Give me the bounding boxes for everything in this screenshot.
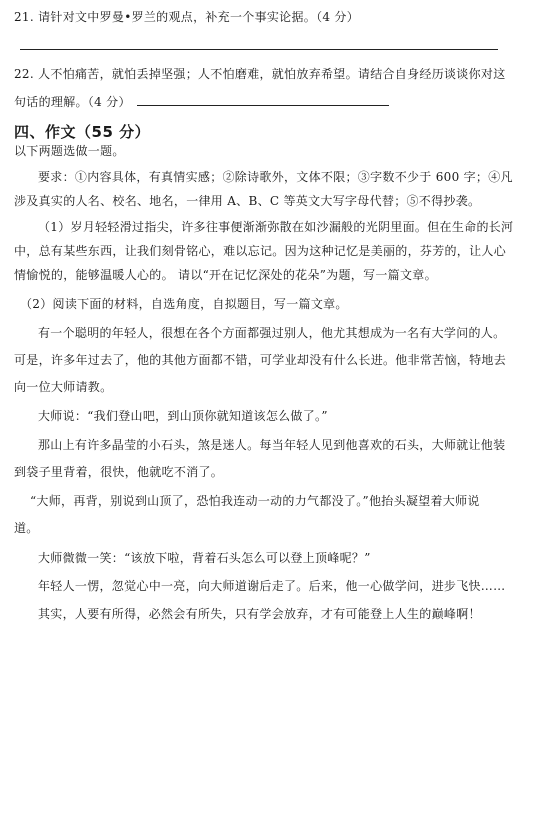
story-paragraph-1-line-2: 可是，许多年过去了，他的其他方面都不错，可学业却没有什么长进。他非常苦恼，特地去	[14, 353, 507, 367]
section-title: 四、作文（55 分）	[14, 123, 151, 141]
story-paragraph-4-line-1: “大师，再背，别说到山顶了，恐怕我连动一动的力气都没了。”他抬头凝望着大师说	[30, 494, 480, 508]
question-21-text: 21. 请针对文中罗曼•罗兰的观点，补充一个事实论据。（4 分）	[14, 10, 360, 24]
story-paragraph-3-line-1: 那山上有许多晶莹的小石头，煞是迷人。每当年轻人见到他喜欢的石头，大师就让他装	[38, 438, 506, 452]
question-22-line-1: 22. 人不怕痛苦，就怕丢掉坚强；人不怕磨难，就怕放弃希望。请结合自身经历谈谈你对这	[14, 67, 506, 81]
story-paragraph-1-line-1: 有一个聪明的年轻人，很想在各个方面都强过别人，他尤其想成为一名有大学问的人。	[38, 326, 506, 340]
story-paragraph-6: 年轻人一愣，忽觉心中一亮，向大师道谢后走了。后来，他一心做学问，进步飞快……	[38, 579, 506, 593]
requirements-line-2: 涉及真实的人名、校名、地名，一律用 A、B、C 等英文大写字母代替；⑤不得抄袭。	[14, 194, 481, 208]
question-21-answer-line	[20, 49, 498, 50]
topic-2-prompt: （2）阅读下面的材料，自选角度，自拟题目，写一篇文章。	[20, 297, 348, 311]
topic-1-line-3: 情愉悦的，能够温暖人心的。 请以“开在记忆深处的花朵”为题，写一篇文章。	[14, 268, 437, 282]
story-paragraph-7: 其实，人要有所得，必然会有所失，只有学会放弃，才有可能登上人生的巅峰啊！	[38, 607, 481, 621]
story-paragraph-4-line-2: 道。	[14, 521, 39, 535]
requirements-line-1: 要求：①内容具体，有真情实感；②除诗歌外，文体不限；③字数不少于 600 字；④凡	[38, 170, 513, 184]
section-instruction: 以下两题选做一题。	[14, 144, 125, 158]
topic-1-line-1: （1）岁月轻轻滑过指尖，许多往事便渐渐弥散在如沙漏般的光阴里面。但在生命的长河	[38, 220, 514, 234]
topic-1-line-2: 中，总有某些东西，让我们刻骨铭心，难以忘记。因为这种记忆是美丽的，芬芳的，让人心	[14, 244, 507, 258]
question-22-answer-line	[137, 105, 389, 106]
story-paragraph-3-line-2: 到袋子里背着，很快，他就吃不消了。	[14, 465, 224, 479]
story-paragraph-2: 大师说：“我们登山吧，到山顶你就知道该怎么做了。”	[38, 409, 328, 423]
question-22-line-2: 句话的理解。（4 分）	[14, 95, 131, 109]
story-paragraph-1-line-3: 向一位大师请教。	[14, 380, 113, 394]
story-paragraph-5: 大师微微一笑：“该放下啦，背着石头怎么可以登上顶峰呢？”	[38, 551, 371, 565]
